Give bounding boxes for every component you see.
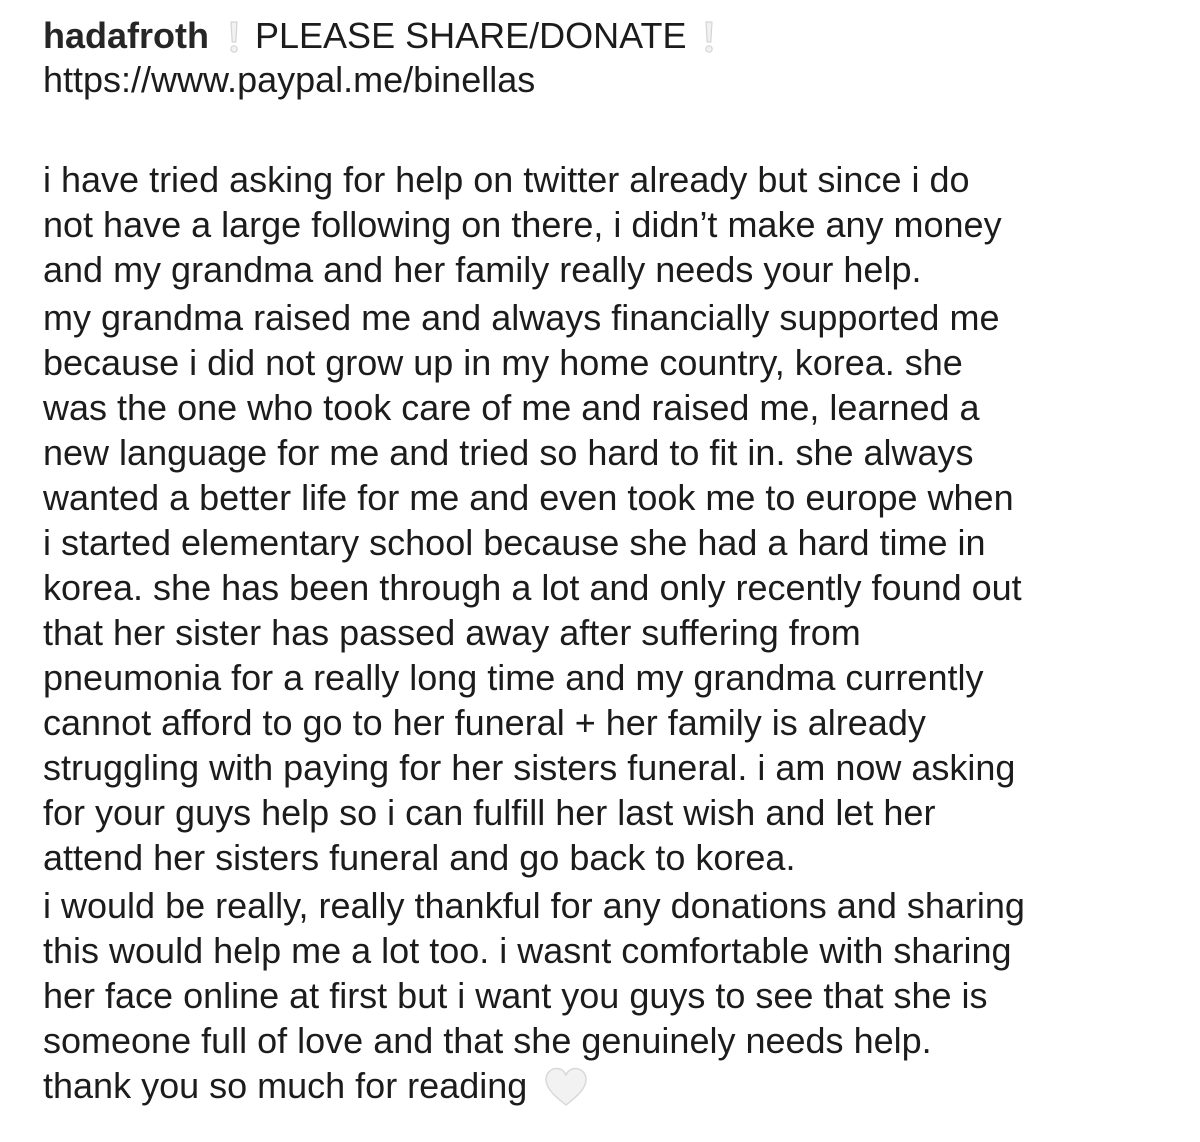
caption-line: this would help me a lot too. i wasnt comfortable with sharing: [43, 930, 1012, 971]
instagram-caption: [43, 14, 1173, 1108]
caption-line: for your guys help so i can fulfill her last wish and let her: [43, 792, 936, 833]
caption-header: [43, 14, 1173, 58]
caption-line: my grandma raised me and always financially supported me: [43, 297, 1000, 338]
donation-link[interactable]: https://www.paypal.me/binellas: [43, 59, 536, 100]
caption-paragraph: [43, 883, 1173, 1108]
caption-line: not have a large following on there, i didn’t make any money: [43, 204, 1002, 245]
caption-title: PLEASE SHARE/DONATE: [255, 15, 687, 56]
caption-line: struggling with paying for her sisters funeral. i am now asking: [43, 747, 1016, 788]
caption-line: attend her sisters funeral and go back to korea.: [43, 837, 796, 878]
caption-line: her face online at first but i want you guys to see that she is: [43, 975, 988, 1016]
blank-line: [43, 102, 1173, 157]
caption-line: i have tried asking for help on twitter already but since i do: [43, 159, 970, 200]
caption-line: that her sister has passed away after suffering from: [43, 612, 861, 653]
caption-paragraph: [43, 157, 1173, 292]
caption-line: wanted a better life for me and even took me to europe when: [43, 477, 1014, 518]
caption-line: was the one who took care of me and raised me, learned a: [43, 387, 980, 428]
username-link[interactable]: hadafroth: [43, 15, 209, 56]
caption-line: thank you so much for reading: [43, 1065, 528, 1106]
caption-line: and my grandma and her family really needs your help.: [43, 249, 922, 290]
white-exclamation-mark-icon: [229, 20, 239, 54]
caption-paragraph: [43, 295, 1173, 880]
caption-line: someone full of love and that she genuinely needs help.: [43, 1020, 932, 1061]
caption-line: i would be really, really thankful for any donations and sharing: [43, 885, 1025, 926]
caption-last-line: [43, 1063, 1173, 1108]
caption-line: cannot afford to go to her funeral + her family is already: [43, 702, 926, 743]
caption-line: i started elementary school because she had a hard time in: [43, 522, 986, 563]
caption-line: new language for me and tried so hard to fit in. she always: [43, 432, 974, 473]
white-heart-icon: [543, 1066, 589, 1118]
caption-line: because i did not grow up in my home country, korea. she: [43, 342, 963, 383]
caption-line: pneumonia for a really long time and my grandma currently: [43, 657, 984, 698]
caption-line: korea. she has been through a lot and only recently found out: [43, 567, 1022, 608]
white-exclamation-mark-icon: [704, 20, 714, 54]
